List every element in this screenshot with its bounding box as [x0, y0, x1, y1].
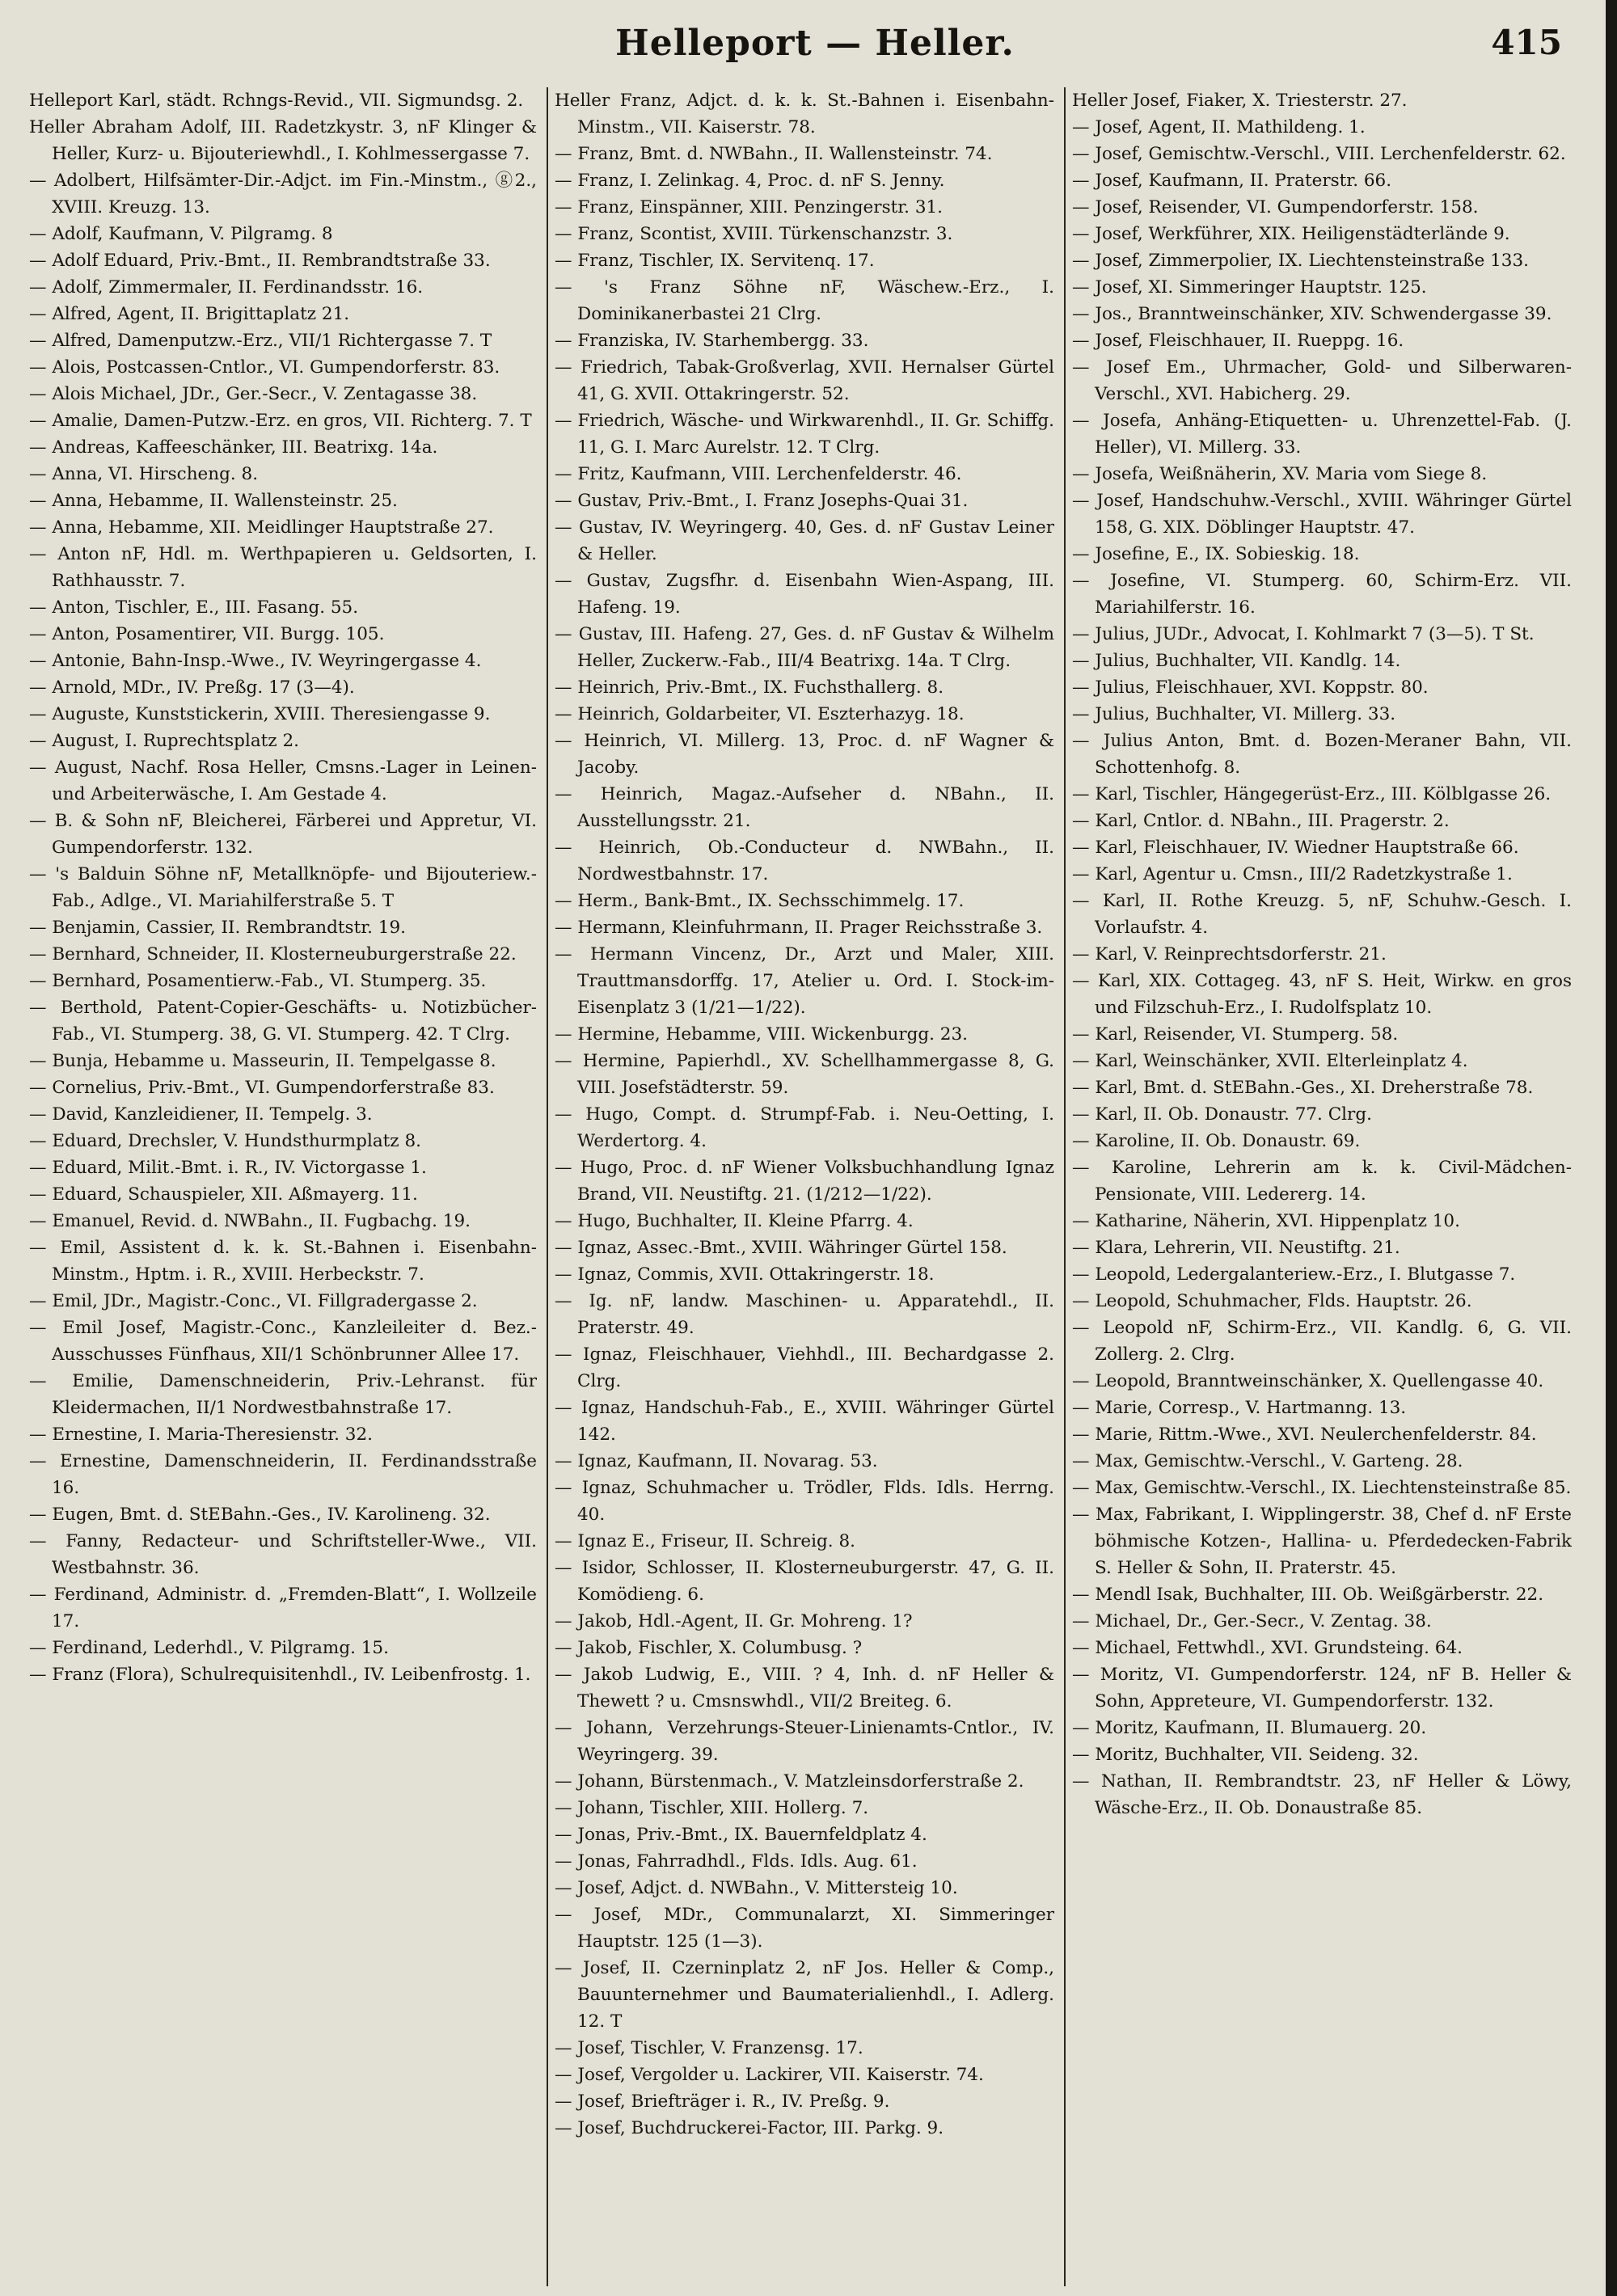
- directory-entry: — Moritz, Buchhalter, VII. Seideng. 32.: [1072, 1745, 1419, 1765]
- directory-entry: — Anton, Tischler, E., III. Fasang. 55.: [29, 597, 359, 618]
- directory-entry: — Ernestine, Damenschneiderin, II. Ferdinandsstraße 16.: [29, 1451, 537, 1498]
- directory-entry: — Julius, JUDr., Advocat, I. Kohlmarkt 7 (3—5). T St.: [1072, 624, 1535, 644]
- directory-entry: — Karl, Reisender, VI. Stumperg. 58.: [1072, 1024, 1399, 1045]
- directory-entry: — Hugo, Buchhalter, II. Kleine Pfarrg. 4.: [555, 1211, 914, 1231]
- directory-entry: — Anna, Hebamme, XII. Meidlinger Hauptstraße 27.: [29, 517, 494, 538]
- directory-entry: — Emil, JDr., Magistr.-Conc., VI. Fillgradergasse 2.: [29, 1291, 478, 1311]
- directory-entry: — Jos., Branntweinschänker, XIV. Schwendergasse 39.: [1072, 304, 1552, 324]
- directory-entry: — Franz, I. Zelinkag. 4, Proc. d. nF S. Jenny.: [555, 171, 945, 191]
- directory-entry: — Mendl Isak, Buchhalter, III. Ob. Weißgärberstr. 22.: [1072, 1585, 1544, 1605]
- directory-entry: — Anton, Posamentirer, VII. Burgg. 105.: [29, 624, 385, 644]
- directory-entry: — Heinrich, VI. Millerg. 13, Proc. d. nF Wagner & Jacoby.: [555, 731, 1054, 778]
- directory-entry: — Ignaz, Schuhmacher u. Trödler, Flds. Idls. Herrng. 40.: [555, 1478, 1054, 1525]
- directory-entry: — Franz, Tischler, IX. Servitenq. 17.: [555, 251, 875, 271]
- directory-entry: — 's Balduin Söhne nF, Metallknöpfe- und Bijouteriew.-Fab., Adlge., VI. Mariahilferstraße 5. T: [29, 864, 537, 911]
- directory-entry: — Josef, Agent, II. Mathildeng. 1.: [1072, 117, 1366, 137]
- directory-entry: — Karl, II. Ob. Donaustr. 77. Clrg.: [1072, 1104, 1372, 1125]
- directory-entry: — Alfred, Agent, II. Brigittaplatz 21.: [29, 304, 350, 324]
- directory-entry: — Josef, II. Czerninplatz 2, nF Jos. Heller & Comp., Bauunternehmer und Baumaterialienhdl., I. Adlerg. 12. T: [555, 1958, 1054, 2032]
- directory-entry: — Eugen, Bmt. d. StEBahn.-Ges., IV. Karolineng. 32.: [29, 1505, 491, 1525]
- directory-entry: — Katharine, Näherin, XVI. Hippenplatz 10.: [1072, 1211, 1460, 1231]
- directory-entry: — Hermann, Kleinfuhrmann, II. Prager Reichsstraße 3.: [555, 918, 1043, 938]
- directory-entry: — Josef, Gemischtw.-Verschl., VIII. Lerchenfelderstr. 62.: [1072, 144, 1566, 164]
- directory-entry: — Eduard, Milit.-Bmt. i. R., IV. Victorgasse 1.: [29, 1158, 427, 1178]
- directory-entry: Heller Abraham Adolf, III. Radetzkystr. 3, nF Klinger & Heller, Kurz- u. Bijouteriewhdl., I. Kohlmessergasse 7.: [29, 117, 537, 164]
- directory-entry: — Antonie, Bahn-Insp.-Wwe., IV. Weyringergasse 4.: [29, 651, 482, 671]
- directory-entry: — Josef, Handschuhw.-Verschl., XVIII. Währinger Gürtel 158, G. XIX. Döblinger Hauptstr. 47.: [1072, 491, 1572, 538]
- directory-entry: — Michael, Fettwhdl., XVI. Grundsteing. 64.: [1072, 1638, 1463, 1658]
- directory-entry: — Josef Em., Uhrmacher, Gold- und Silberwaren-Verschl., XVI. Habicherg. 29.: [1072, 357, 1572, 404]
- directory-entry: — Heinrich, Ob.-Conducteur d. NWBahn., II. Nordwestbahnstr. 17.: [555, 838, 1054, 884]
- directory-entry: — Josefine, E., IX. Sobieskig. 18.: [1072, 544, 1360, 564]
- directory-entry: — Heinrich, Goldarbeiter, VI. Eszterhazyg. 18.: [555, 704, 965, 724]
- directory-entry: — Fritz, Kaufmann, VIII. Lerchenfelderstr. 46.: [555, 464, 962, 484]
- directory-entry: — Josefa, Weißnäherin, XV. Maria vom Siege 8.: [1072, 464, 1488, 484]
- directory-entry: — Herm., Bank-Bmt., IX. Sechsschimmelg. 17.: [555, 891, 965, 911]
- directory-entry: — Franz (Flora), Schulrequisitenhdl., IV. Leibenfrostg. 1.: [29, 1665, 531, 1685]
- directory-entry: — Karl, V. Reinprechtsdorferstr. 21.: [1072, 944, 1387, 964]
- directory-entry: — Adolf, Kaufmann, V. Pilgramg. 8: [29, 224, 333, 244]
- directory-entry: — Emil Josef, Magistr.-Conc., Kanzleileiter d. Bez.-Ausschusses Fünfhaus, XII/1 Schönbrunner Allee 17.: [29, 1318, 537, 1365]
- directory-entry: — Adolf Eduard, Priv.-Bmt., II. Rembrandtstraße 33.: [29, 251, 491, 271]
- directory-entry: — Klara, Lehrerin, VII. Neustiftg. 21.: [1072, 1238, 1400, 1258]
- directory-entry: — Josef, Buchdruckerei-Factor, III. Parkg. 9.: [555, 2118, 944, 2138]
- directory-entry: — Josef, Zimmerpolier, IX. Liechtensteinstraße 133.: [1072, 251, 1529, 271]
- directory-entry: — Max, Gemischtw.-Verschl., IX. Liechtensteinstraße 85.: [1072, 1478, 1572, 1498]
- directory-entry: — Karl, Weinschänker, XVII. Elterleinplatz 4.: [1072, 1051, 1468, 1071]
- directory-entry: — Franziska, IV. Starhembergg. 33.: [555, 331, 869, 351]
- directory-entry: — Johann, Bürstenmach., V. Matzleinsdorferstraße 2.: [555, 1771, 1024, 1792]
- directory-entry: — Karoline, II. Ob. Donaustr. 69.: [1072, 1131, 1361, 1151]
- directory-entry: — Karl, II. Rothe Kreuzg. 5, nF, Schuhw.-Gesch. I. Vorlaufstr. 4.: [1072, 891, 1572, 938]
- directory-entry: — Ignaz, Assec.-Bmt., XVIII. Währinger Gürtel 158.: [555, 1238, 1007, 1258]
- directory-entry: — Josef, Fleischhauer, II. Rueppg. 16.: [1072, 331, 1404, 351]
- directory-entry: — Karl, Bmt. d. StEBahn.-Ges., XI. Dreherstraße 78.: [1072, 1078, 1534, 1098]
- directory-entry: — Franz, Scontist, XVIII. Türkenschanzstr. 3.: [555, 224, 953, 244]
- directory-entry: — Ignaz, Kaufmann, II. Novarag. 53.: [555, 1451, 878, 1471]
- directory-entry: — Leopold, Ledergalanteriew.-Erz., I. Blutgasse 7.: [1072, 1264, 1516, 1285]
- directory-entry: — Hugo, Compt. d. Strumpf-Fab. i. Neu-Oetting, I. Werdertorg. 4.: [555, 1104, 1054, 1151]
- directory-entry: — Josef, Tischler, V. Franzensg. 17.: [555, 2038, 863, 2058]
- directory-entry: — Adolf, Zimmermaler, II. Ferdinandsstr. 16.: [29, 277, 424, 298]
- directory-entry: — Amalie, Damen-Putzw.-Erz. en gros, VII. Richterg. 7. T: [29, 411, 532, 431]
- directory-entry: — Julius, Buchhalter, VII. Kandlg. 14.: [1072, 651, 1401, 671]
- directory-entry: — Isidor, Schlosser, II. Klosterneuburgerstr. 47, G. II. Komödieng. 6.: [555, 1558, 1054, 1605]
- directory-entry: — Karl, Fleischhauer, IV. Wiedner Hauptstraße 66.: [1072, 838, 1519, 858]
- directory-entry: — Gustav, III. Hafeng. 27, Ges. d. nF Gustav & Wilhelm Heller, Zuckerw.-Fab., III/4 Beatrixg. 14a. T Clrg.: [555, 624, 1054, 671]
- directory-entry: — Leopold, Schuhmacher, Flds. Hauptstr. 26.: [1072, 1291, 1472, 1311]
- directory-entry: — Ignaz, Commis, XVII. Ottakringerstr. 18.: [555, 1264, 935, 1285]
- directory-entry: — Karl, XIX. Cottageg. 43, nF S. Heit, Wirkw. en gros und Filzschuh-Erz., I. Rudolfsplatz 10.: [1072, 971, 1572, 1018]
- directory-entry: — Karl, Tischler, Hängegerüst-Erz., III. Kölblgasse 26.: [1072, 784, 1552, 804]
- directory-entry: — David, Kanzleidiener, II. Tempelg. 3.: [29, 1104, 373, 1125]
- directory-entry: — Alois, Postcassen-Cntlor., VI. Gumpendorferstr. 83.: [29, 357, 500, 378]
- directory-entry: — Emilie, Damenschneiderin, Priv.-Lehranst. für Kleidermachen, II/1 Nordwestbahnstraße 17.: [29, 1371, 537, 1418]
- directory-entry: — Marie, Rittm.-Wwe., XVI. Neulerchenfelderstr. 84.: [1072, 1424, 1537, 1445]
- directory-entry: — Alfred, Damenputzw.-Erz., VII/1 Richtergasse 7. T: [29, 331, 492, 351]
- directory-entry: — Michael, Dr., Ger.-Secr., V. Zentag. 38.: [1072, 1611, 1432, 1631]
- directory-entry: — Bernhard, Posamentierw.-Fab., VI. Stumperg. 35.: [29, 971, 487, 991]
- directory-entry: — Hugo, Proc. d. nF Wiener Volksbuchhandlung Ignaz Brand, VII. Neustiftg. 21. (1/212—1/22).: [555, 1158, 1054, 1205]
- directory-entry: — B. & Sohn nF, Bleicherei, Färberei und Appretur, VI. Gumpendorferstr. 132.: [29, 811, 537, 858]
- directory-entry: — Max, Gemischtw.-Verschl., V. Garteng. 28.: [1072, 1451, 1463, 1471]
- directory-entry: — Fanny, Redacteur- und Schriftsteller-Wwe., VII. Westbahnstr. 36.: [29, 1531, 537, 1578]
- directory-entry: — Ferdinand, Lederhdl., V. Pilgramg. 15.: [29, 1638, 389, 1658]
- directory-entry: — Josef, Vergolder u. Lackirer, VII. Kaiserstr. 74.: [555, 2065, 984, 2085]
- directory-entry: — Heinrich, Magaz.-Aufseher d. NBahn., II. Ausstellungsstr. 21.: [555, 784, 1054, 831]
- column-left: [29, 87, 537, 2286]
- directory-entry: — Berthold, Patent-Copier-Geschäfts- u. Notizbücher-Fab., VI. Stumperg. 38, G. VI. Stumperg. 42. T Clrg.: [29, 998, 537, 1045]
- directory-entry: — Josef, Reisender, VI. Gumpendorferstr. 158.: [1072, 197, 1479, 217]
- directory-entry: — Ig. nF, landw. Maschinen- u. Apparatehdl., II. Praterstr. 49.: [555, 1291, 1054, 1338]
- directory-entry: — Franz, Einspänner, XIII. Penzingerstr. 31.: [555, 197, 944, 217]
- page-number: 415: [1491, 23, 1562, 62]
- directory-entry: — Bunja, Hebamme u. Masseurin, II. Tempelgasse 8.: [29, 1051, 496, 1071]
- directory-entry: — Friedrich, Tabak-Großverlag, XVII. Hernalser Gürtel 41, G. XVII. Ottakringerstr. 52.: [555, 357, 1054, 404]
- directory-entry: — Max, Fabrikant, I. Wipplingerstr. 38, Chef d. nF Erste böhmische Kotzen-, Hallina- u. Pferdedecken-Fabrik S. Heller & Sohn, II. Praterstr. 45.: [1072, 1505, 1572, 1578]
- directory-entry: — Adolbert, Hilfsämter-Dir.-Adjct. im Fin.-Minstm., ⓖ2., XVIII. Kreuzg. 13.: [29, 171, 537, 217]
- directory-entry: — Nathan, II. Rembrandtstr. 23, nF Heller & Löwy, Wäsche-Erz., II. Ob. Donaustraße 85.: [1072, 1771, 1572, 1818]
- directory-entry: — Anna, Hebamme, II. Wallensteinstr. 25.: [29, 491, 398, 511]
- directory-entry: — Benjamin, Cassier, II. Rembrandtstr. 19.: [29, 918, 406, 938]
- directory-entry: — Josef, XI. Simmeringer Hauptstr. 125.: [1072, 277, 1427, 298]
- directory-entry: — Johann, Verzehrungs-Steuer-Linienamts-Cntlor., IV. Weyringerg. 39.: [555, 1718, 1054, 1765]
- directory-entry: — Leopold nF, Schirm-Erz., VII. Kandlg. 6, G. VII. Zollerg. 2. Clrg.: [1072, 1318, 1572, 1365]
- directory-entry: — Ignaz, Handschuh-Fab., E., XVIII. Währinger Gürtel 142.: [555, 1398, 1054, 1445]
- directory-entry: — Gustav, Priv.-Bmt., I. Franz Josephs-Quai 31.: [555, 491, 969, 511]
- directory-entry: — Josefa, Anhäng-Etiquetten- u. Uhrenzettel-Fab. (J. Heller), VI. Millerg. 33.: [1072, 411, 1572, 458]
- directory-entry: — Emil, Assistent d. k. k. St.-Bahnen i. Eisenbahn-Minstm., Hptm. i. R., XVIII. Herbeckstr. 7.: [29, 1238, 537, 1285]
- directory-entry: — Julius, Buchhalter, VI. Millerg. 33.: [1072, 704, 1396, 724]
- directory-entry: — Jonas, Fahrradhdl., Flds. Idls. Aug. 61.: [555, 1851, 918, 1872]
- directory-entry: — Karl, Agentur u. Cmsn., III/2 Radetzkystraße 1.: [1072, 864, 1513, 884]
- column-middle: [547, 87, 1054, 2286]
- directory-entry: — Jakob Ludwig, E., VIII. ? 4, Inh. d. nF Heller & Thewett ? u. Cmsnswhdl., VII/2 Breiteg. 6.: [555, 1665, 1054, 1711]
- directory-entry: — Ernestine, I. Maria-Theresienstr. 32.: [29, 1424, 373, 1445]
- directory-entry: — Johann, Tischler, XIII. Hollerg. 7.: [555, 1798, 869, 1818]
- directory-entry: — Karoline, Lehrerin am k. k. Civil-Mädchen-Pensionate, VIII. Ledererg. 14.: [1072, 1158, 1572, 1205]
- directory-entry: — Josef, MDr., Communalarzt, XI. Simmeringer Hauptstr. 125 (1—3).: [555, 1905, 1054, 1952]
- directory-entry: — Hermine, Papierhdl., XV. Schellhammergasse 8, G. VIII. Josefstädterstr. 59.: [555, 1051, 1054, 1098]
- directory-entry: — Karl, Cntlor. d. NBahn., III. Pragerstr. 2.: [1072, 811, 1450, 831]
- directory-entry: — Anna, VI. Hirscheng. 8.: [29, 464, 259, 484]
- directory-entry: — August, Nachf. Rosa Heller, Cmsns.-Lager in Leinen- und Arbeiterwäsche, I. Am Gestade 4.: [29, 758, 537, 804]
- directory-entry: Heller Franz, Adjct. d. k. k. St.-Bahnen i. Eisenbahn-Minstm., VII. Kaiserstr. 78.: [555, 91, 1054, 137]
- directory-entry: — Hermine, Hebamme, VIII. Wickenburgg. 23.: [555, 1024, 968, 1045]
- directory-entry: — Eduard, Drechsler, V. Hundsthurmplatz 8.: [29, 1131, 421, 1151]
- directory-entry: — Leopold, Branntweinschänker, X. Quellengasse 40.: [1072, 1371, 1544, 1391]
- directory-entry: — Emanuel, Revid. d. NWBahn., II. Fugbachg. 19.: [29, 1211, 471, 1231]
- directory-entry: — Franz, Bmt. d. NWBahn., II. Wallensteinstr. 74.: [555, 144, 993, 164]
- directory-entry: — Marie, Corresp., V. Hartmanng. 13.: [1072, 1398, 1407, 1418]
- directory-entry: — Gustav, Zugsfhr. d. Eisenbahn Wien-Aspang, III. Hafeng. 19.: [555, 571, 1054, 618]
- directory-entry: — Jakob, Hdl.-Agent, II. Gr. Mohreng. 1?: [555, 1611, 913, 1631]
- directory-entry: Helleport Karl, städt. Rchngs-Revid., VII. Sigmundsg. 2.: [29, 91, 524, 111]
- directory-entry: — Ferdinand, Administr. d. „Fremden-Blatt“, I. Wollzeile 17.: [29, 1585, 537, 1631]
- directory-entry: — Josefine, VI. Stumperg. 60, Schirm-Erz. VII. Mariahilferstr. 16.: [1072, 571, 1572, 618]
- directory-entry: — Gustav, IV. Weyringerg. 40, Ges. d. nF Gustav Leiner & Heller.: [555, 517, 1054, 564]
- directory-entry: — Andreas, Kaffeeschänker, III. Beatrixg. 14a.: [29, 437, 438, 458]
- directory-entry: — Eduard, Schauspieler, XII. Aßmayerg. 11.: [29, 1184, 418, 1205]
- directory-entry: — Bernhard, Schneider, II. Klosterneuburgerstraße 22.: [29, 944, 517, 964]
- directory-entry: — Auguste, Kunststickerin, XVIII. Theresiengasse 9.: [29, 704, 491, 724]
- directory-entry: — Josef, Briefträger i. R., IV. Preßg. 9.: [555, 2091, 890, 2112]
- directory-entry: — Arnold, MDr., IV. Preßg. 17 (3—4).: [29, 677, 355, 698]
- running-title: Helleport — Heller.: [615, 23, 1015, 64]
- page-header: [29, 11, 1601, 86]
- directory-entry: — Josef, Adjct. d. NWBahn., V. Mittersteig 10.: [555, 1878, 958, 1898]
- directory-entry: — Josef, Kaufmann, II. Praterstr. 66.: [1072, 171, 1392, 191]
- column-right: [1064, 87, 1572, 2286]
- directory-entry: — Moritz, Kaufmann, II. Blumauerg. 20.: [1072, 1718, 1427, 1738]
- directory-entry: Heller Josef, Fiaker, X. Triesterstr. 27.: [1072, 91, 1408, 111]
- directory-entry: — 's Franz Söhne nF, Wäschew.-Erz., I. Dominikanerbastei 21 Clrg.: [555, 277, 1054, 324]
- directory-entry: — Ignaz E., Friseur, II. Schreig. 8.: [555, 1531, 855, 1551]
- directory-entry: — Cornelius, Priv.-Bmt., VI. Gumpendorferstraße 83.: [29, 1078, 495, 1098]
- directory-entry: — Jakob, Fischler, X. Columbusg. ?: [555, 1638, 863, 1658]
- directory-entry: — Heinrich, Priv.-Bmt., IX. Fuchsthallerg. 8.: [555, 677, 944, 698]
- directory-entry: — Hermann Vincenz, Dr., Arzt und Maler, XIII. Trauttmansdorffg. 17, Atelier u. Ord. I. Stock-im-Eisenplatz 3 (1/21—1/22).: [555, 944, 1054, 1018]
- directory-entry: — Julius Anton, Bmt. d. Bozen-Meraner Bahn, VII. Schottenhofg. 8.: [1072, 731, 1572, 778]
- directory-entry: — Anton nF, Hdl. m. Werthpapieren u. Geldsorten, I. Rathhausstr. 7.: [29, 544, 537, 591]
- directory-entry: — Moritz, VI. Gumpendorferstr. 124, nF B. Heller & Sohn, Appreteure, VI. Gumpendorferstr. 132.: [1072, 1665, 1572, 1711]
- directory-entry: — Jonas, Priv.-Bmt., IX. Bauernfeldplatz 4.: [555, 1825, 927, 1845]
- directory-entry: — August, I. Ruprechtsplatz 2.: [29, 731, 299, 751]
- directory-entry: — Alois Michael, JDr., Ger.-Secr., V. Zentagasse 38.: [29, 384, 478, 404]
- directory-entry: — Julius, Fleischhauer, XVI. Koppstr. 80.: [1072, 677, 1429, 698]
- directory-entry: — Ignaz, Fleischhauer, Viehhdl., III. Bechardgasse 2. Clrg.: [555, 1344, 1054, 1391]
- directory-entry: — Josef, Werkführer, XIX. Heiligenstädterlände 9.: [1072, 224, 1510, 244]
- directory-entry: — Friedrich, Wäsche- und Wirkwarenhdl., II. Gr. Schiffg. 11, G. I. Marc Aurelstr. 12. T Clrg.: [555, 411, 1054, 458]
- directory-columns: [29, 87, 1601, 2286]
